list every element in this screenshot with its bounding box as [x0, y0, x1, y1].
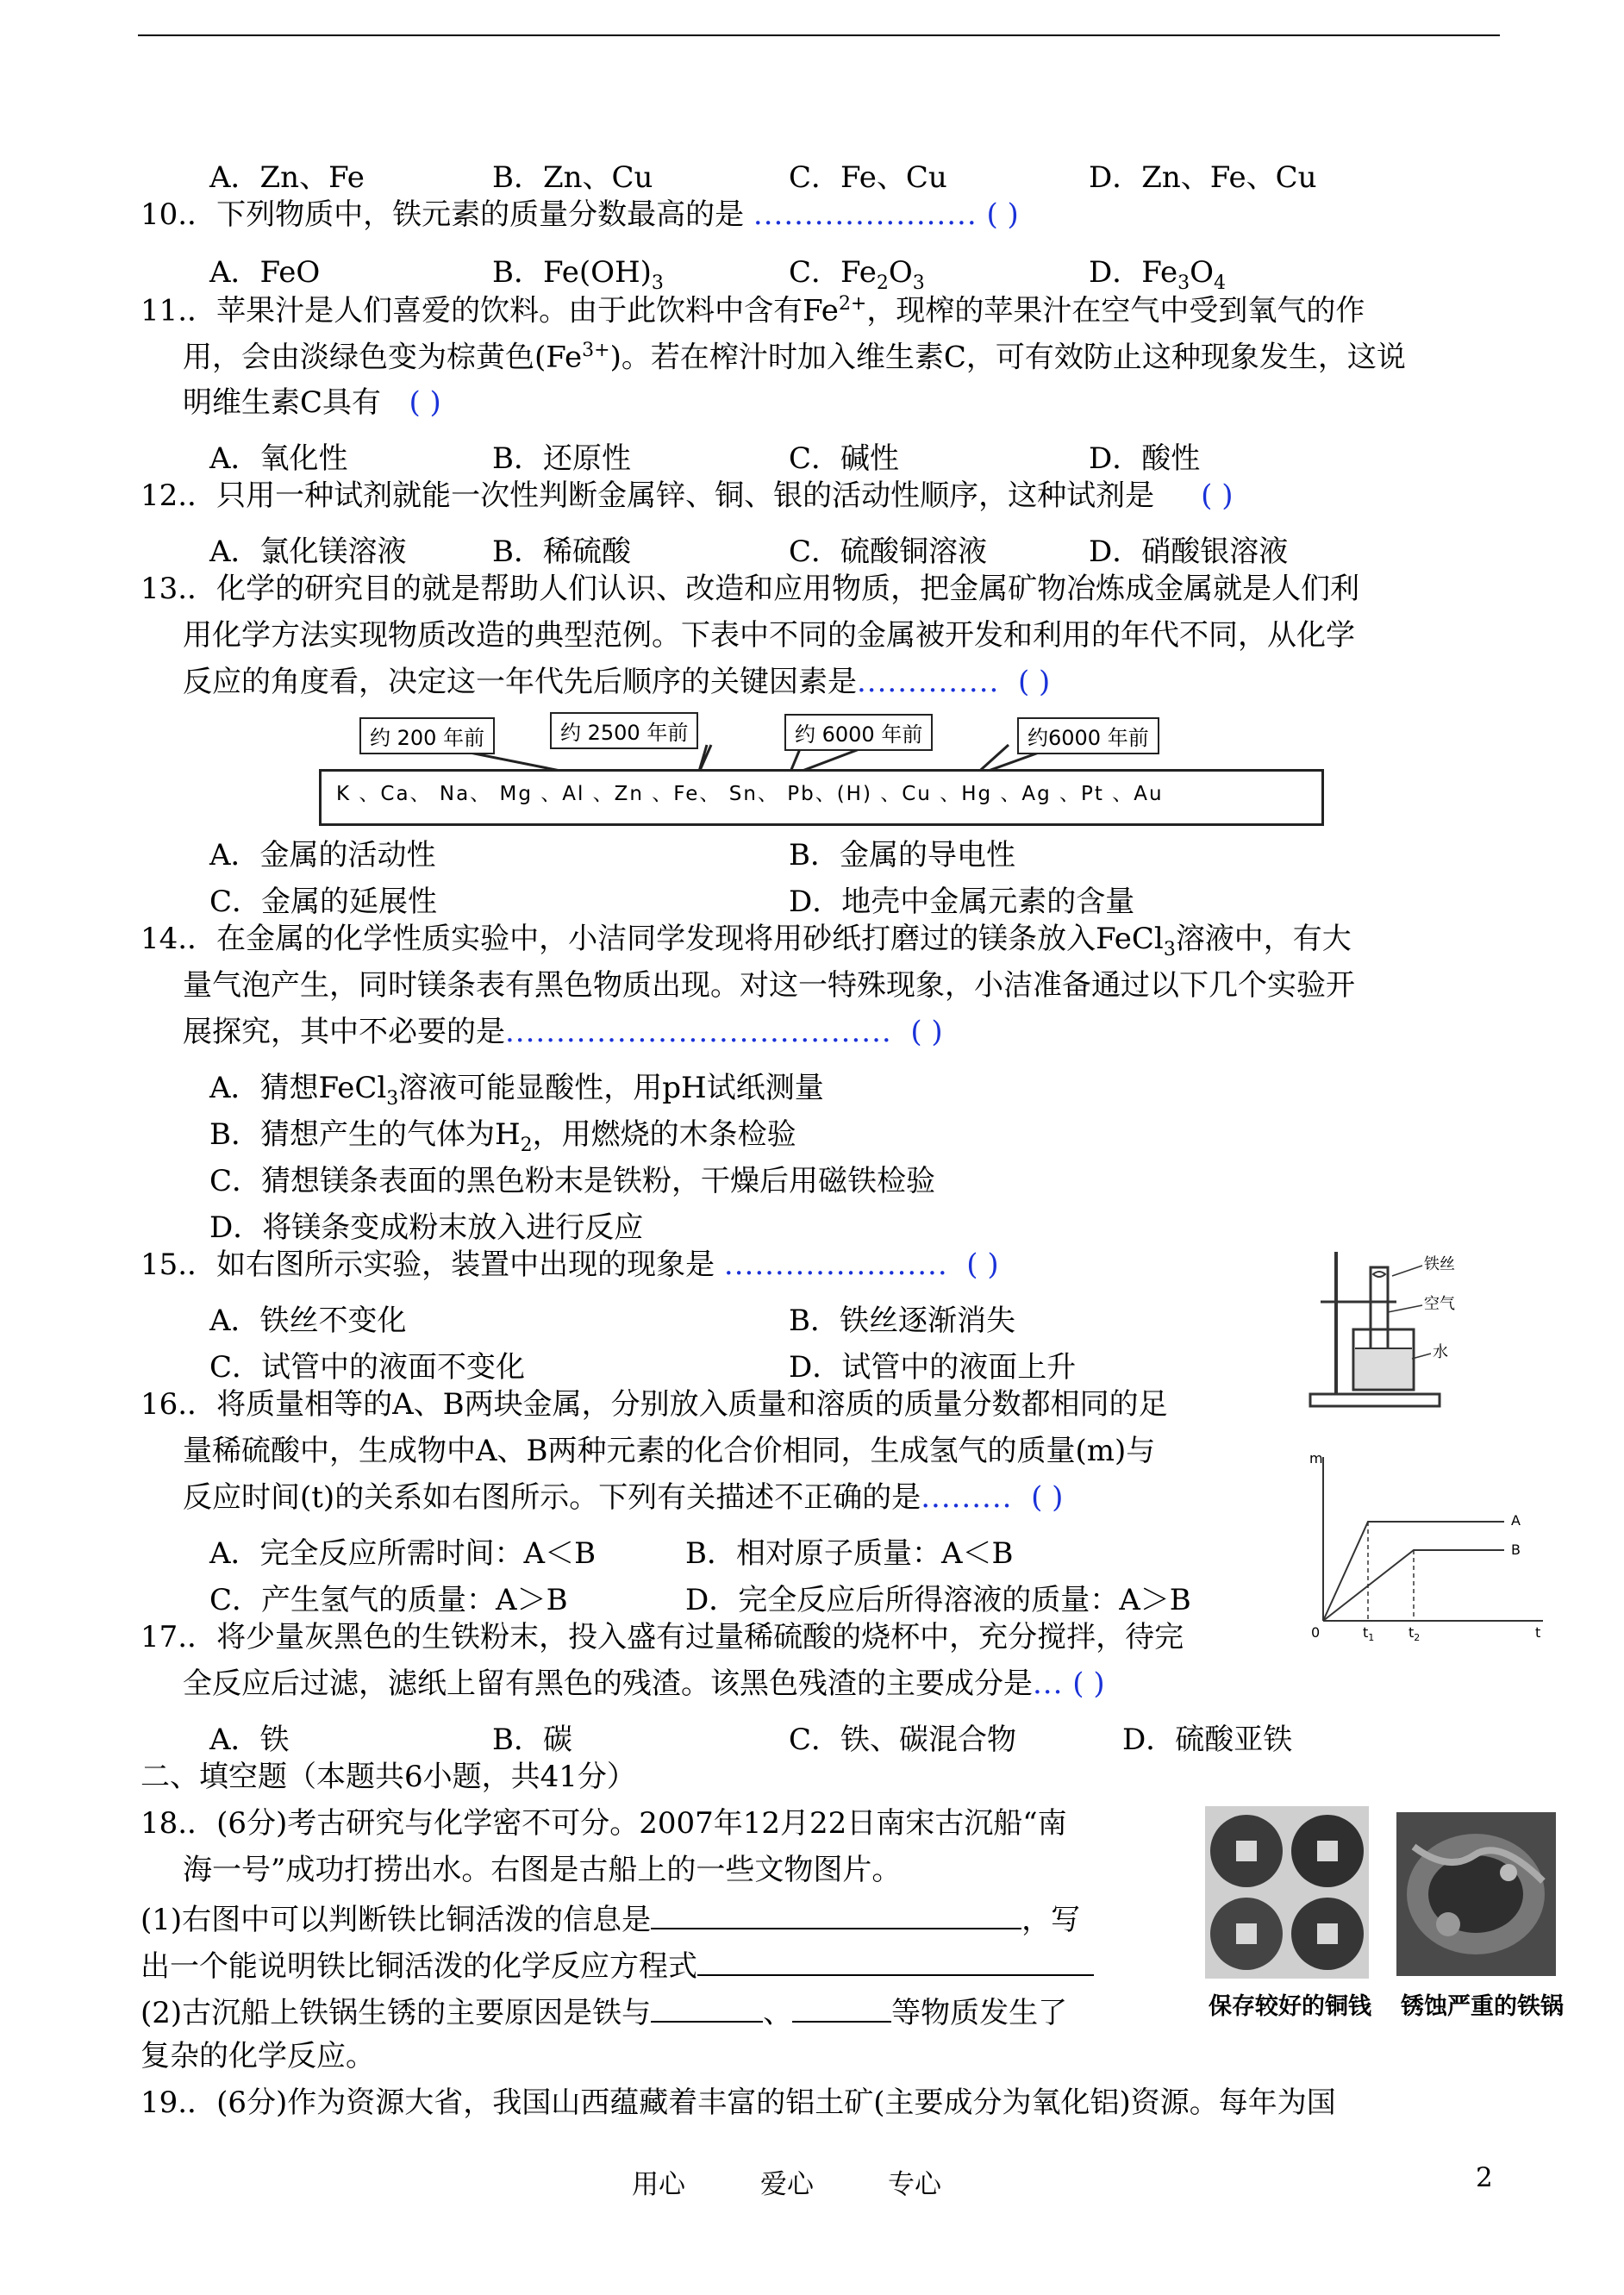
q12-option-d: D．硝酸银溶液 — [1089, 535, 1289, 569]
q16-graph-xlabel: t — [1535, 1624, 1541, 1641]
q10-stem: 10.．下列物质中，铁元素的质量分数最高的是 ...................... ( ) — [141, 197, 1019, 232]
q16-graph-line-a-label: A — [1511, 1512, 1521, 1529]
q15-apparatus-drawing — [1302, 1252, 1474, 1416]
q16-graph-line-b-label: B — [1511, 1541, 1521, 1558]
q11-option-c: C．碱性 — [789, 441, 900, 476]
q10-option-b: B．$Fe(OH)_3$ — [492, 255, 664, 294]
q15-answer-paren: ( ) — [966, 1248, 999, 1282]
q16-answer-paren: ( ) — [1031, 1480, 1064, 1515]
iron-pot-caption: 锈蚀严重的铁锅 — [1401, 1993, 1564, 2020]
q16-option-d: D．完全反应后所得溶液的质量：A＞B — [685, 1583, 1191, 1617]
q15-apparatus-figure — [1302, 1252, 1474, 1416]
q16-graph-t2: $t_2$ — [1409, 1624, 1421, 1644]
q18-line-4: 出一个能说明铁比铜活泼的化学反应方程式 — [141, 1948, 1094, 1981]
q17-line-1: 17.．将少量灰黑色的生铁粉末，投入盛有过量稀硫酸的烧杯中，充分搅拌，待完 — [141, 1620, 1184, 1654]
q16-dots: ......... — [921, 1480, 1013, 1515]
q16-line-3: 反应时间(t)的关系如右图所示。下列有关描述不正确的是......... ( ) — [183, 1480, 1064, 1515]
header-rule — [138, 34, 1500, 36]
q13-line-1: 13.．化学的研究目的就是帮助人们认识、改造和应用物质，把金属矿物冶炼成金属就是人们利 — [141, 572, 1360, 606]
footer-right: 专心 — [888, 2169, 941, 2200]
q15-option-a: A．铁丝不变化 — [209, 1304, 407, 1338]
q14-option-d: D．将镁条变成粉末放入进行反应 — [209, 1210, 644, 1245]
rusted-iron-pot-image — [1396, 1812, 1556, 1976]
copper-coins-image — [1205, 1806, 1369, 1979]
copper-coins-caption: 保存较好的铜钱 — [1209, 1993, 1371, 2020]
q18-line-1: 18.．(6分)考古研究与化学密不可分。2007年12月22日南宋古沉船“南 — [141, 1806, 1067, 1841]
q17-option-c: C．铁、碳混合物 — [789, 1723, 1017, 1757]
q13-option-d: D．地壳中金属元素的含量 — [789, 885, 1135, 919]
q17-option-d: D．硫酸亚铁 — [1122, 1723, 1293, 1757]
q10-option-d: D．$Fe_3O_4$ — [1089, 255, 1226, 294]
q13-line-3: 反应的角度看，决定这一年代先后顺序的关键因素是.............. ( ) — [183, 665, 1051, 699]
q12-answer-paren: ( ) — [1201, 478, 1234, 513]
q16-graph-t1: $t_1$ — [1363, 1624, 1375, 1644]
section-2-heading: 二、填空题（本题共6小题，共41分） — [141, 1760, 636, 1794]
q18-blank-2[interactable] — [697, 1948, 1094, 1976]
footer-left: 用心 — [632, 2169, 685, 2200]
q15-dots: ...................... — [723, 1248, 948, 1282]
q10-dots: ...................... — [753, 197, 978, 232]
q15-option-c: C．试管中的液面不变化 — [209, 1350, 526, 1385]
q14-option-b: B．猜想产生的气体为$H_2$，用燃烧的木条检验 — [209, 1117, 796, 1156]
q13-option-c: C．金属的延展性 — [209, 885, 438, 919]
q18-line-3: (1)右图中可以判断铁比铜活泼的信息是 ，写 — [141, 1903, 1081, 1937]
q13-dots: .............. — [857, 665, 1000, 699]
q15-option-b: B．铁丝逐渐消失 — [789, 1304, 1015, 1338]
q14-option-c: C．猜想镁条表面的黑色粉末是铁粉，干燥后用磁铁检验 — [209, 1164, 936, 1198]
q13-option-b: B．金属的导电性 — [789, 838, 1015, 872]
q16-line-1: 16.．将质量相等的A、B两块金属，分别放入质量和溶质的质量分数都相同的足 — [141, 1387, 1168, 1422]
q15-option-d: D．试管中的液面上升 — [789, 1350, 1077, 1385]
q10-option-c: C．$Fe_2O_3$ — [789, 255, 925, 294]
q11-option-d: D．酸性 — [1089, 441, 1201, 476]
q11-line-1: 11.．苹果汁是人们喜爱的饮料。由于此饮料中含有$Fe^{2+}$，现榨的苹果汁在空气中受到氧气的作 — [141, 293, 1365, 328]
q14-answer-paren: ( ) — [910, 1015, 943, 1049]
q17-answer-paren: ( ) — [1072, 1667, 1105, 1701]
q12-option-c: C．硫酸铜溶液 — [789, 535, 988, 569]
q9-option-c: C．Fe、Cu — [789, 160, 947, 195]
q14-line-2: 量气泡产生，同时镁条表有黑色物质出现。对这一特殊现象，小洁准备通过以下几个实验开 — [183, 968, 1355, 1003]
q18-line-6: 复杂的化学反应。 — [141, 2039, 375, 2073]
q12-option-b: B．稀硫酸 — [492, 535, 631, 569]
q15-label-air: 空气 — [1424, 1295, 1455, 1313]
q14-dots: ...................................... — [505, 1015, 892, 1049]
q18-blank-1[interactable] — [651, 1902, 1021, 1929]
q13-option-a: A．金属的活动性 — [209, 838, 436, 872]
q16-option-b: B．相对原子质量：A＜B — [685, 1536, 1014, 1571]
q12-option-a: A．氯化镁溶液 — [209, 535, 407, 569]
page-number: 2 — [1476, 2162, 1493, 2193]
q16-option-c: C．产生氢气的质量：A＞B — [209, 1583, 568, 1617]
q13-label-200: 约 200 年前 — [359, 717, 495, 754]
q13-label-2500: 约 2500 年前 — [550, 712, 698, 749]
q13-activity-series-figure — [319, 707, 1327, 828]
q14-line-1: 14.．在金属的化学性质实验中，小洁同学发现将用砂纸打磨过的镁条放入FeCl$_3$溶液中，有大 — [141, 922, 1352, 960]
q11-option-a: A．氧化性 — [209, 441, 348, 476]
q9-option-a: A．Zn、Fe — [209, 160, 365, 195]
q11-answer-paren: ( ) — [409, 385, 441, 420]
q9-option-b: B．Zn、Cu — [492, 160, 653, 195]
q16-option-a: A．完全反应所需时间：A＜B — [209, 1536, 597, 1571]
q19-line-1: 19.．(6分)作为资源大省，我国山西蕴藏着丰富的铝土矿(主要成分为氧化铝)资源。每年为国 — [141, 2086, 1336, 2120]
q10-answer-paren: ( ) — [986, 197, 1019, 232]
q18-line-2: 海一号”成功打捞出水。右图是古船上的一些文物图片。 — [183, 1853, 902, 1887]
q16-graph-origin: 0 — [1311, 1624, 1321, 1641]
q18-blank-3[interactable] — [651, 1995, 763, 2023]
q15-label-iron-wire: 铁丝 — [1424, 1255, 1455, 1273]
q11-option-b: B．还原性 — [492, 441, 631, 476]
q11-line-2: 用，会由淡绿色变为棕黄色$(Fe^{3+})$。若在榨汁时加入维生素C，可有效防止这种现象发生，这说 — [183, 340, 1406, 375]
q13-label-6000-a: 约 6000 年前 — [784, 714, 933, 751]
q16-graph-drawing — [1297, 1448, 1547, 1647]
q17-line-2: 全反应后过滤，滤纸上留有黑色的残渣。该黑色残渣的主要成分是... ( ) — [183, 1667, 1105, 1701]
q14-option-a: A．猜想FeCl$_3$溶液可能显酸性，用pH试纸测量 — [209, 1071, 824, 1110]
q12-stem: 12.．只用一种试剂就能一次性判断金属锌、铜、银的活动性顺序，这种试剂是 ( ) — [141, 478, 1234, 513]
q18-blank-4[interactable] — [792, 1995, 891, 2023]
q13-series-text: K 、Ca、 Na、 Mg 、Al 、Zn 、Fe、 Sn、 Pb、(H) 、Cu 、Hg 、Ag 、Pt 、Au — [336, 783, 1164, 805]
q14-line-3: 展探究，其中不必要的是...................................... ( ) — [183, 1015, 943, 1049]
q15-stem: 15.．如右图所示实验，装置中出现的现象是 ...................... ( ) — [141, 1248, 999, 1282]
q16-graph-ylabel: m — [1309, 1450, 1323, 1466]
q17-dots: ... — [1033, 1667, 1064, 1701]
q17-option-a: A．铁 — [209, 1723, 290, 1757]
q13-answer-paren: ( ) — [1017, 665, 1051, 699]
q16-graph — [1297, 1448, 1547, 1647]
q10-option-a: A．FeO — [209, 255, 321, 290]
q13-label-6000-b: 约6000 年前 — [1017, 717, 1159, 754]
q18-line-5: (2)古沉船上铁锅生锈的主要原因是铁与 、 等物质发生了 — [141, 1996, 1068, 2030]
q17-option-b: B．碳 — [492, 1723, 572, 1757]
q11-line-3: 明维生素C具有 ( ) — [183, 385, 441, 420]
footer-mid: 爱心 — [760, 2169, 814, 2200]
q9-option-d: D．Zn、Fe、Cu — [1089, 160, 1317, 195]
q16-line-2: 量稀硫酸中，生成物中A、B两种元素的化合价相同，生成氢气的质量(m)与 — [183, 1434, 1156, 1468]
q15-label-water: 水 — [1433, 1343, 1448, 1361]
q13-line-2: 用化学方法实现物质改造的典型范例。下表中不同的金属被开发和利用的年代不同，从化学 — [183, 618, 1355, 653]
